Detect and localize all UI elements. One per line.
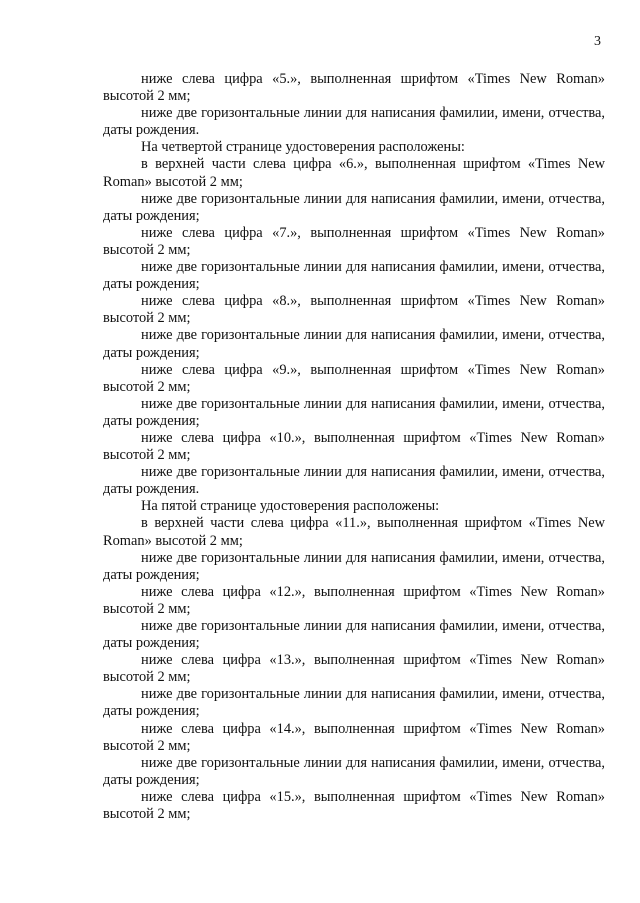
paragraph: ниже слева цифра «13.», выполненная шрифтом «Times New Roman» высотой 2 мм; [103, 652, 605, 686]
paragraph: ниже две горизонтальные линии для написания фамилии, имени, отчества, даты рождения; [103, 190, 605, 224]
section-heading: На пятой странице удостоверения расположены: [141, 498, 440, 515]
paragraph: ниже слева цифра «12.», выполненная шрифтом «Times New Roman» высотой 2 мм; [103, 583, 605, 617]
paragraph: в верхней части слева цифра «6.», выполненная шрифтом «Times New Roman» высотой 2 мм; [103, 156, 605, 190]
paragraph: ниже две горизонтальные линии для написания фамилии, имени, отчества, даты рождения; [103, 549, 605, 583]
paragraph: ниже две горизонтальные линии для написания фамилии, имени, отчества, даты рождения. [103, 105, 605, 139]
document-body [103, 71, 605, 823]
paragraph: ниже слева цифра «14.», выполненная шрифтом «Times New Roman» высотой 2 мм; [103, 720, 605, 754]
paragraph: ниже две горизонтальные линии для написания фамилии, имени, отчества, даты рождения; [103, 327, 605, 361]
paragraph: ниже две горизонтальные линии для написания фамилии, имени, отчества, даты рождения; [103, 259, 605, 293]
section-heading: На четвертой странице удостоверения расположены: [141, 139, 465, 156]
paragraph: ниже слева цифра «7.», выполненная шрифтом «Times New Roman» высотой 2 мм; [103, 224, 605, 258]
paragraph: ниже слева цифра «15.», выполненная шрифтом «Times New Roman» высотой 2 мм; [103, 788, 605, 823]
paragraph: ниже слева цифра «5.», выполненная шрифтом «Times New Roman» высотой 2 мм; [103, 71, 605, 105]
paragraph: ниже слева цифра «9.», выполненная шрифтом «Times New Roman» высотой 2 мм; [103, 361, 605, 395]
paragraph: ниже две горизонтальные линии для написания фамилии, имени, отчества, даты рождения; [103, 395, 605, 429]
paragraph: ниже две горизонтальные линии для написания фамилии, имени, отчества, даты рождения; [103, 618, 605, 652]
paragraph: ниже слева цифра «10.», выполненная шрифтом «Times New Roman» высотой 2 мм; [103, 429, 605, 464]
page-number: 3 [594, 34, 601, 49]
paragraph: ниже две горизонтальные линии для написания фамилии, имени, отчества, даты рождения; [103, 754, 605, 788]
paragraph: ниже слева цифра «8.», выполненная шрифтом «Times New Roman» высотой 2 мм; [103, 293, 605, 327]
paragraph: ниже две горизонтальные линии для написания фамилии, имени, отчества, даты рождения; [103, 686, 605, 720]
paragraph: в верхней части слева цифра «11.», выполненная шрифтом «Times New Roman» высотой 2 мм; [103, 515, 605, 549]
paragraph: ниже две горизонтальные линии для написания фамилии, имени, отчества, даты рождения. [103, 464, 605, 498]
